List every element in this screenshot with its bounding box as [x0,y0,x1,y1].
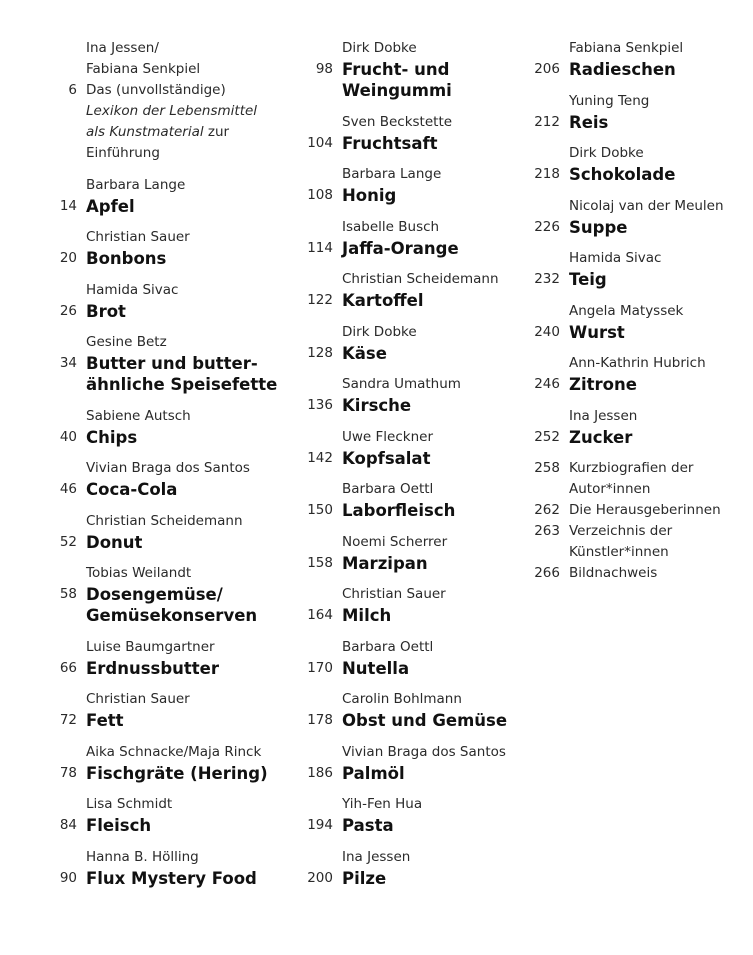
toc-page-number: 26 [59,302,77,319]
toc-title[interactable]: Erdnussbutter [86,658,220,678]
toc-author: Yih-Fen Hua [342,796,423,812]
toc-page-number: 34 [59,355,77,371]
toc-backmatter-item[interactable]: Autor*innen [569,481,651,497]
toc-author: Gesine Betz [86,334,167,350]
toc-page-number: 52 [59,533,77,550]
toc-page-number: 164 [307,607,333,623]
toc-entry[interactable] [0,563,290,626]
toc-page-number: 104 [307,134,333,151]
toc-page-number: 114 [307,239,333,256]
toc-author: Christian Scheidemann [342,271,499,287]
toc-title[interactable]: Dosengemüse/ [86,585,223,604]
toc-entry[interactable] [300,269,530,311]
toc-page-number: 142 [307,449,333,466]
toc-page-number: 78 [59,764,77,781]
toc-column-2 [300,38,530,899]
toc-title[interactable]: Kirsche [342,396,412,415]
toc-title[interactable]: Brot [86,301,126,321]
toc-page-number: 232 [534,271,560,287]
toc-backmatter-item[interactable]: Kurzbiografien der [569,460,694,476]
toc-author: Noemi Scherrer [342,533,448,550]
toc-author: Dirk Dobke [342,323,417,340]
toc-title-continued[interactable]: ähnliche Speisefette [86,375,278,394]
toc-title[interactable]: Chips [86,427,138,447]
toc-entry[interactable] [0,511,290,553]
toc-page-number: 14 [59,197,77,214]
toc-page-number: 206 [534,61,560,77]
toc-entry[interactable] [530,38,753,80]
toc-title[interactable]: Apfel [86,196,135,216]
toc-author: Nicolaj van der Meulen [569,197,724,214]
toc-author: Christian Scheidemann [86,512,243,529]
toc-title[interactable]: Palmöl [342,763,405,783]
toc-backmatter [530,458,753,584]
toc-author: Luise Baumgartner [86,638,215,655]
toc-title-continued[interactable]: Gemüsekonserven [86,606,258,625]
toc-author: Angela Matyssek [569,302,684,319]
toc-page-number: 122 [307,292,333,308]
toc-title[interactable]: Jaffa-Orange [342,238,459,258]
toc-title[interactable]: Donut [86,532,143,552]
toc-title[interactable]: Zucker [569,427,633,447]
toc-title[interactable]: Radieschen [569,60,676,79]
toc-entry[interactable] [300,742,530,784]
toc-page-number: 170 [307,659,333,676]
toc-text: Lexikon der Lebensmittel [86,103,258,119]
toc-page-number: 246 [534,376,560,392]
toc-author: Hanna B. Hölling [86,848,199,865]
toc-title[interactable]: Obst und Gemüse [342,711,508,730]
toc-page-number: 218 [534,166,560,182]
toc-author: Ina Jessen [569,407,638,424]
toc-page-number: 186 [307,764,333,781]
toc-entry[interactable] [0,689,290,731]
toc-entry[interactable] [300,637,530,679]
toc-entry[interactable] [0,847,290,889]
toc-page-number: 212 [534,113,560,130]
toc-entry[interactable] [300,427,530,469]
toc-entry[interactable] [530,248,753,290]
toc-entry[interactable] [300,794,530,836]
toc-author: Vivian Braga dos Santos [342,743,506,760]
toc-page-number: 200 [307,869,333,886]
toc-author: Dirk Dobke [569,145,644,161]
toc-entry-intro [0,38,290,164]
toc-backmatter-item[interactable]: Verzeichnis der [569,523,673,539]
toc-author: Ann-Kathrin Hubrich [569,355,706,371]
toc-title[interactable]: Fett [86,711,124,730]
toc-text: Einführung [86,145,160,161]
toc-entry[interactable] [0,637,290,679]
toc-page-number: 58 [59,586,77,602]
toc-title[interactable]: Schokolade [569,165,676,184]
toc-title-continued[interactable]: Weingummi [342,81,452,100]
toc-entry[interactable] [300,479,530,521]
toc-page-number: 194 [307,817,333,833]
toc-author: Lisa Schmidt [86,796,173,812]
toc-page-number: 98 [315,61,333,77]
toc-title[interactable]: Käse [342,343,387,363]
toc-entry[interactable] [530,143,753,185]
toc-author: Christian Sauer [86,691,190,707]
toc-author: Sandra Umathum [342,376,461,392]
toc-entry[interactable] [300,217,530,259]
toc-author: Hamida Sivac [569,250,662,266]
toc-author: Aika Schnacke/Maja Rinck [86,743,262,760]
toc-entry[interactable] [300,374,530,416]
toc-entry[interactable] [0,332,290,395]
toc-title[interactable]: Frucht- und [342,60,450,79]
toc-page-number: 266 [534,565,560,581]
toc-author: Carolin Bohlmann [342,691,462,707]
toc-author: Yuning Teng [569,92,650,109]
toc-title[interactable]: Kopfsalat [342,448,431,468]
toc-title[interactable]: Fruchtsaft [342,133,438,153]
toc-title[interactable]: Milch [342,606,392,625]
toc-page-number: 84 [59,817,77,833]
toc-entry[interactable] [0,280,290,322]
toc-title[interactable]: Fischgräte (Hering) [86,763,268,783]
toc-entry[interactable] [300,322,530,364]
toc-author: Barbara Lange [342,166,442,182]
toc-page-number: 240 [534,323,560,340]
toc-title[interactable]: Pasta [342,816,394,835]
toc-entry[interactable] [0,406,290,448]
toc-page-number: 66 [59,659,77,676]
toc-title[interactable]: Suppe [569,217,628,237]
toc-text: als Kunstmaterial zur [86,124,230,140]
toc-entry[interactable] [530,196,753,238]
toc-author: Uwe Fleckner [342,428,433,445]
toc-title[interactable]: Wurst [569,322,625,342]
toc-author: Sabiene Autsch [86,407,191,424]
toc-page-number: 108 [307,187,333,203]
toc-entry[interactable] [530,91,753,133]
toc-entry[interactable] [530,353,753,395]
toc-entry[interactable] [300,584,530,626]
toc-backmatter-item[interactable]: Künstler*innen [569,544,669,560]
toc-entry[interactable] [530,406,753,448]
toc-author: Barbara Oettl [342,638,434,655]
toc-backmatter-item[interactable]: Die Herausgeberinnen [569,502,721,518]
toc-text: Das (unvollständige) [86,82,226,98]
toc-title[interactable]: Marzipan [342,553,428,573]
toc-entry[interactable] [300,689,530,731]
toc-author: Dirk Dobke [342,40,417,56]
toc-author: Tobias Weilandt [86,565,192,581]
toc-page-number: 6 [68,82,77,98]
toc-title[interactable]: Flux Mystery Food [86,868,257,888]
toc-author: Vivian Braga dos Santos [86,460,250,476]
toc-entry[interactable] [0,458,290,500]
toc-page-number: 226 [534,218,560,235]
toc-title[interactable]: Laborfleisch [342,501,456,520]
toc-column-1 [0,38,290,899]
toc-page-number: 136 [307,397,333,413]
toc-title[interactable]: Honig [342,186,397,205]
toc-title[interactable]: Fleisch [86,816,152,835]
toc-title[interactable]: Zitrone [569,375,637,394]
toc-author: Barbara Oettl [342,481,434,497]
toc-page-number: 90 [59,869,77,886]
toc-page-number: 178 [307,712,333,728]
toc-page-number: 262 [534,502,560,518]
toc-author: Fabiana Senkpiel [86,61,201,77]
toc-author: Barbara Lange [86,176,186,193]
toc-entry[interactable] [0,175,290,217]
toc-page-number: 263 [534,523,560,539]
toc-page-number: 72 [59,712,77,728]
toc-entry[interactable] [300,164,530,206]
toc-author: Ina Jessen [342,848,411,865]
toc-entry[interactable] [300,532,530,574]
toc-backmatter-item[interactable]: Bildnachweis [569,565,658,581]
toc-page-number: 128 [307,344,333,361]
toc-title[interactable]: Butter und butter- [86,354,258,373]
toc-author: Christian Sauer [86,229,190,245]
toc-page-number: 158 [307,554,333,571]
toc-entry[interactable] [0,227,290,269]
toc-entry[interactable] [300,112,530,154]
toc-page-number: 150 [307,502,333,518]
toc-author: Sven Beckstette [342,113,453,130]
toc-column-3 [530,38,753,584]
toc-entry[interactable] [0,742,290,784]
toc-author: Christian Sauer [342,586,446,602]
toc-page-number: 258 [534,460,560,476]
toc-title[interactable]: Reis [569,112,609,132]
toc-author: Isabelle Busch [342,218,440,235]
toc-title[interactable]: Pilze [342,868,387,888]
toc-title[interactable]: Nutella [342,658,410,678]
toc-entry[interactable] [300,847,530,889]
toc-title[interactable]: Kartoffel [342,291,424,310]
toc-entry[interactable] [300,38,530,101]
toc-author: Hamida Sivac [86,281,179,298]
toc-page-number: 20 [59,250,77,266]
toc-title[interactable]: Coca-Cola [86,480,178,499]
toc-page-number: 46 [59,481,77,497]
toc-title[interactable]: Teig [569,270,607,289]
toc-author: Ina Jessen/ [86,40,159,56]
toc-page-number: 40 [59,428,77,445]
toc-entry[interactable] [0,794,290,836]
toc-page-number: 252 [534,428,560,445]
toc-author: Fabiana Senkpiel [569,40,684,56]
toc-entry[interactable] [530,301,753,343]
toc-title[interactable]: Bonbons [86,249,167,268]
